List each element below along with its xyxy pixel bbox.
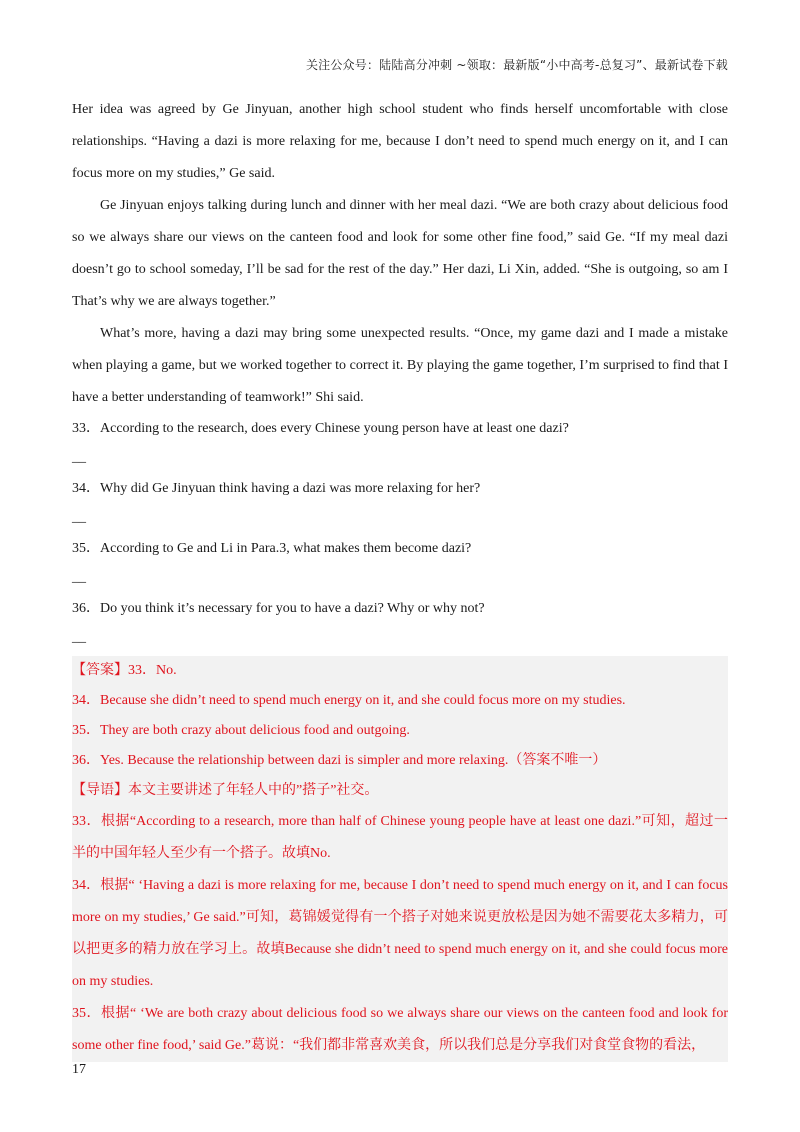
answer-blank: __	[72, 570, 86, 585]
document-body	[72, 94, 728, 1062]
answer-line: 【答案】33．No.	[72, 663, 177, 678]
explanation-34: 34．根据“ ‘Having a dazi is more relaxing for me, because I don’t need to spend much energy on it, and I can focus more on my studies,’ Ge said.”可知，葛锦媛觉得有一个搭子对她来说更放松是因为她不需要花太多精力，可以把更多的精力放在学习上。故填Because she didn’t need to spend much energy on it, and she could focus more on my studies.	[72, 878, 728, 989]
passage-paragraph: What’s more, having a dazi may bring some unexpected results. “Once, my game dazi and I made a mistake when playing a game, but we worked together to correct it. By playing the game together, I’m surprised to find that I have a better understanding of teamwork!” Shi said.	[72, 326, 728, 405]
passage-paragraph: Ge Jinyuan enjoys talking during lunch and dinner with her meal dazi. “We are both crazy about delicious food so we always share our views on the canteen food and look for some other fine food,” said Ge. “If my meal dazi doesn’t go to school someday, I’ll be sad for the rest of the day.” Her dazi, Li Xin, added. “She is outgoing, so am I That’s why we are always together.”	[72, 198, 728, 309]
answer-line: 34．Because she didn’t need to spend much energy on it, and she could focus more on my studies.	[72, 693, 626, 708]
explanation-35: 35．根据“ ‘We are both crazy about delicious food so we always share our views on the canteen food and look for some other fine food,’ said Ge.”葛说：“我们都非常喜欢美食，所以我们总是分享我们对食堂食物的看法，	[72, 1006, 728, 1053]
page-number: 17	[72, 1062, 86, 1077]
explanation-33: 33．根据“According to a research, more than half of Chinese young people have at least one dazi.”可知，超过一半的中国年轻人至少有一个搭子。故填No.	[72, 814, 728, 861]
question-34: 34．Why did Ge Jinyuan think having a dazi was more relaxing for her?	[72, 481, 481, 496]
answer-section	[72, 656, 728, 1062]
answer-blank: __	[72, 630, 86, 645]
passage-paragraph: Her idea was agreed by Ge Jinyuan, another high school student who finds herself uncomfortable with close relationships. “Having a dazi is more relaxing for me, because I don’t need to spend much energy on it, and I can focus more on my studies,” Ge said.	[72, 102, 728, 181]
page-header: 关注公众号：陆陆高分冲刺 ~领取：最新版“小中高考-总复习”、最新试卷下载	[305, 58, 728, 72]
answer-line: 36．Yes. Because the relationship between dazi is simpler and more relaxing.（答案不唯一）	[72, 753, 607, 768]
question-35: 35．According to Ge and Li in Para.3, what makes them become dazi?	[72, 541, 472, 556]
answer-blank: __	[72, 450, 86, 465]
question-36: 36．Do you think it’s necessary for you to have a dazi? Why or why not?	[72, 601, 485, 616]
answer-blank: __	[72, 510, 86, 525]
guide-line: 【导语】本文主要讲述了年轻人中的”搭子”社交。	[72, 783, 379, 798]
answer-line: 35．They are both crazy about delicious food and outgoing.	[72, 723, 410, 738]
question-33: 33．According to the research, does every Chinese young person have at least one dazi?	[72, 421, 569, 436]
